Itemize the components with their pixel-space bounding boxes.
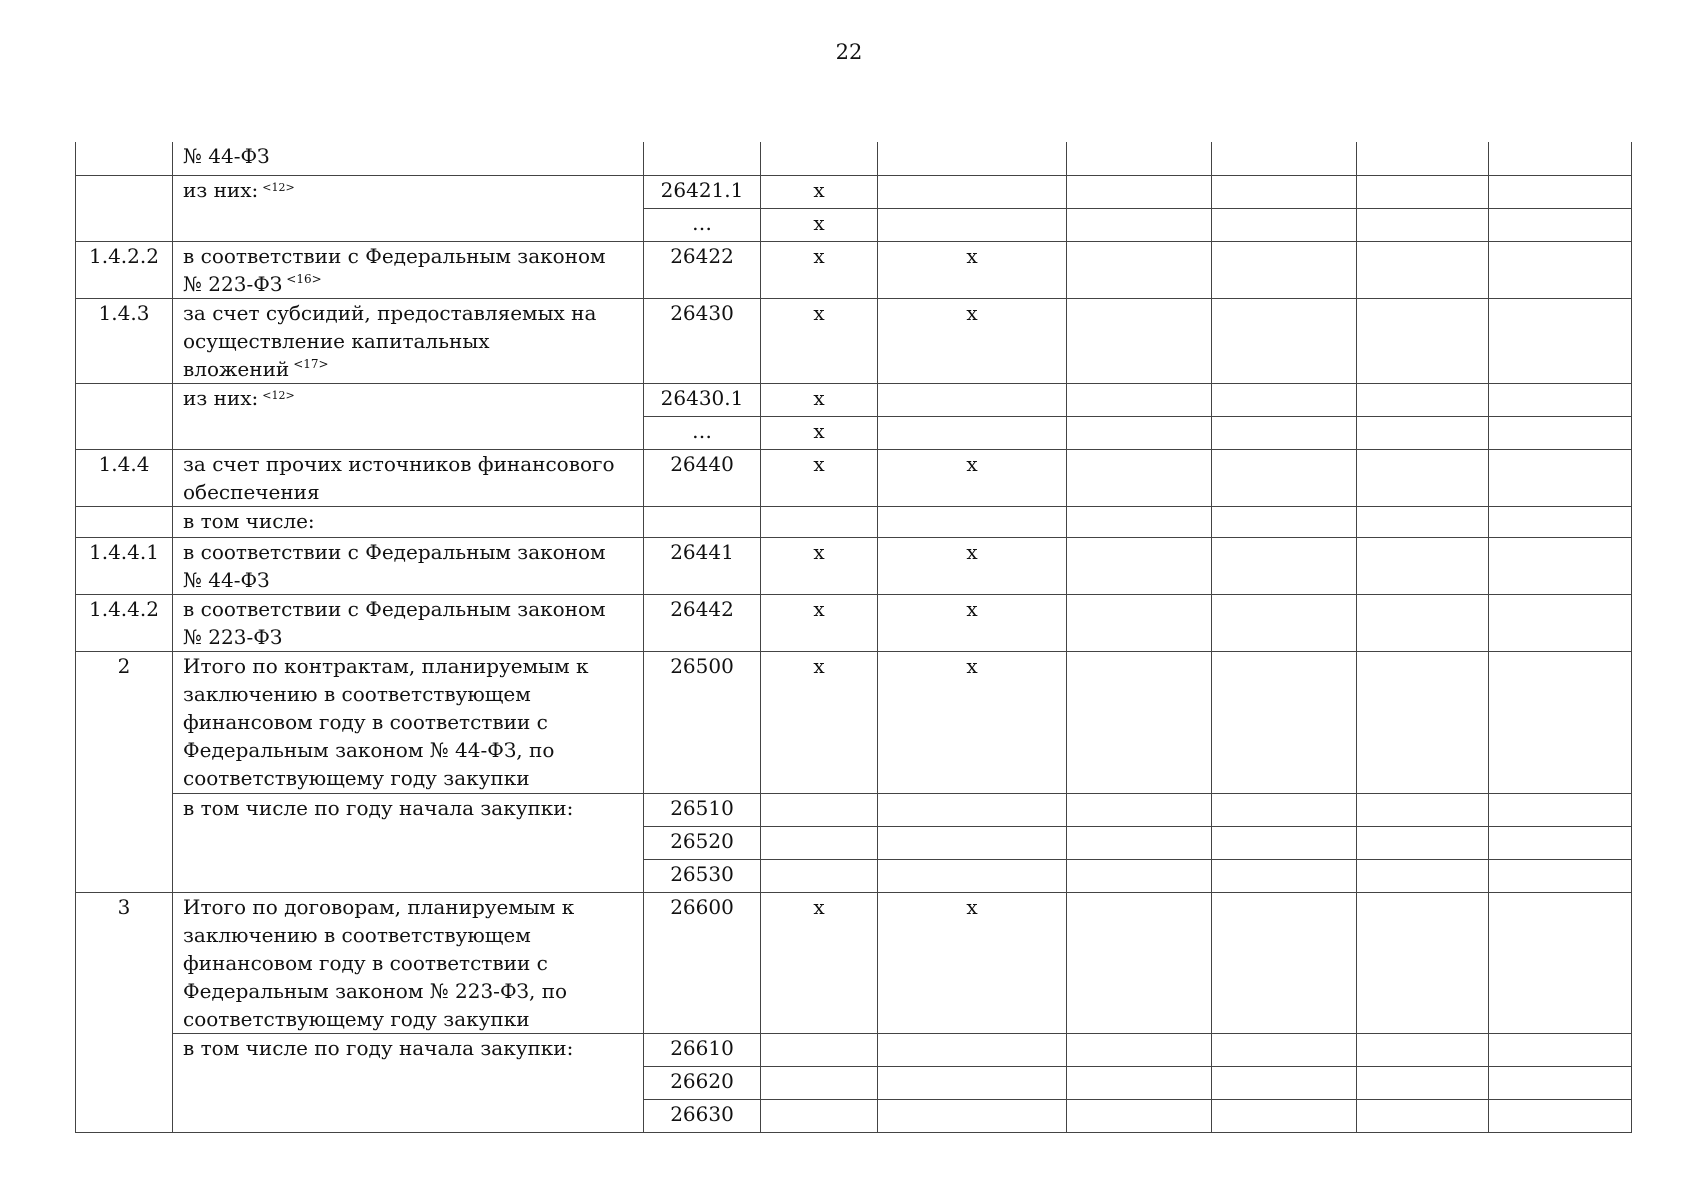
x-mark: x bbox=[878, 892, 1067, 1033]
value-cell bbox=[1489, 1033, 1632, 1066]
value-cell bbox=[878, 859, 1067, 892]
row-name-cell bbox=[173, 241, 644, 298]
value-cell bbox=[761, 859, 878, 892]
code-cell: 26441 bbox=[644, 537, 761, 594]
value-cell bbox=[1212, 1066, 1357, 1099]
value-cell bbox=[1357, 651, 1489, 793]
value-cell bbox=[1067, 892, 1212, 1033]
value-cell bbox=[1212, 1099, 1357, 1132]
value-cell bbox=[1357, 506, 1489, 537]
value-cell bbox=[1357, 142, 1489, 175]
table-row bbox=[76, 651, 1632, 793]
value-cell bbox=[1357, 537, 1489, 594]
table-row bbox=[76, 383, 1632, 416]
value-cell bbox=[1067, 1066, 1212, 1099]
row-name-line: заключению в соответствующем bbox=[183, 922, 531, 947]
value-cell bbox=[1489, 175, 1632, 208]
value-cell bbox=[1067, 859, 1212, 892]
row-name-line: Федеральным законом № 44-ФЗ, по bbox=[183, 737, 555, 762]
value-cell bbox=[1489, 594, 1632, 651]
value-cell bbox=[878, 1033, 1067, 1066]
value-cell bbox=[1489, 892, 1632, 1033]
value-cell bbox=[1212, 449, 1357, 506]
code-cell: … bbox=[644, 416, 761, 449]
value-cell bbox=[1357, 1033, 1489, 1066]
code-cell: 26620 bbox=[644, 1066, 761, 1099]
x-mark: x bbox=[761, 651, 878, 793]
table-row bbox=[76, 537, 1632, 594]
value-cell bbox=[1489, 651, 1632, 793]
value-cell bbox=[878, 1066, 1067, 1099]
value-cell bbox=[1489, 416, 1632, 449]
row-name-line: обеспечения bbox=[183, 479, 320, 504]
row-name-line: № 223-ФЗ bbox=[183, 624, 283, 649]
row-name-cell: в том числе по году начала закупки: bbox=[173, 1033, 644, 1132]
value-cell bbox=[1489, 859, 1632, 892]
x-mark: x bbox=[761, 892, 878, 1033]
code-cell: 26600 bbox=[644, 892, 761, 1033]
value-cell bbox=[878, 383, 1067, 416]
value-cell bbox=[1357, 793, 1489, 826]
row-name-line: № 44-ФЗ bbox=[183, 567, 270, 592]
value-cell bbox=[1357, 1099, 1489, 1132]
value-cell bbox=[1489, 506, 1632, 537]
row-name-line: № 223-ФЗ bbox=[183, 271, 283, 296]
code-cell bbox=[644, 142, 761, 175]
purchase-plan-table bbox=[75, 142, 1632, 1133]
value-cell bbox=[1212, 651, 1357, 793]
value-cell bbox=[1212, 298, 1357, 383]
code-cell: 26421.1 bbox=[644, 175, 761, 208]
value-cell bbox=[1489, 142, 1632, 175]
row-number-cell: 1.4.2.2 bbox=[76, 241, 173, 298]
table-row bbox=[76, 1033, 1632, 1066]
value-cell bbox=[1489, 1066, 1632, 1099]
row-number-cell: 1.4.4.2 bbox=[76, 594, 173, 651]
x-mark: x bbox=[761, 298, 878, 383]
footnote-mark: <12> bbox=[262, 388, 295, 402]
footnote-mark: <16> bbox=[286, 271, 322, 286]
row-name: из них: bbox=[183, 177, 259, 202]
value-cell bbox=[1357, 594, 1489, 651]
table-row bbox=[76, 594, 1632, 651]
code-cell: 26510 bbox=[644, 793, 761, 826]
value-cell bbox=[1357, 383, 1489, 416]
value-cell bbox=[1489, 537, 1632, 594]
x-mark: x bbox=[878, 449, 1067, 506]
value-cell bbox=[1067, 416, 1212, 449]
x-mark: x bbox=[878, 651, 1067, 793]
x-mark: x bbox=[761, 241, 878, 298]
row-name-line: Итого по договорам, планируемым к bbox=[183, 894, 575, 919]
x-mark: x bbox=[761, 537, 878, 594]
row-name-cell bbox=[173, 383, 644, 449]
value-cell bbox=[1067, 594, 1212, 651]
table-row bbox=[76, 449, 1632, 506]
row-name-cell bbox=[173, 892, 644, 1033]
row-name-line: Федеральным законом № 223-ФЗ, по bbox=[183, 978, 568, 1003]
value-cell bbox=[1212, 793, 1357, 826]
value-cell bbox=[761, 1099, 878, 1132]
value-cell bbox=[761, 1033, 878, 1066]
row-number-cell bbox=[76, 142, 173, 175]
row-number-cell: 1.4.3 bbox=[76, 298, 173, 383]
row-name-line: в соответствии с Федеральным законом bbox=[183, 539, 606, 564]
table-row bbox=[76, 793, 1632, 826]
value-cell bbox=[1212, 892, 1357, 1033]
row-name-line: в соответствии с Федеральным законом bbox=[183, 243, 606, 268]
value-cell bbox=[1357, 241, 1489, 298]
value-cell bbox=[1212, 416, 1357, 449]
value-cell bbox=[1067, 298, 1212, 383]
row-name: № 44-ФЗ bbox=[183, 144, 270, 168]
value-cell bbox=[1067, 1099, 1212, 1132]
value-cell bbox=[1067, 826, 1212, 859]
row-number-cell: 1.4.4.1 bbox=[76, 537, 173, 594]
row-name: из них: bbox=[183, 385, 259, 410]
x-mark: x bbox=[761, 449, 878, 506]
value-cell bbox=[1357, 892, 1489, 1033]
value-cell bbox=[1489, 298, 1632, 383]
code-cell: 26630 bbox=[644, 1099, 761, 1132]
row-name-line: в соответствии с Федеральным законом bbox=[183, 596, 606, 621]
row-name-cell: в том числе: bbox=[173, 506, 644, 537]
value-cell bbox=[1489, 208, 1632, 241]
row-name-line: за счет прочих источников финансового bbox=[183, 451, 615, 476]
footnote-mark: <17> bbox=[293, 356, 329, 371]
value-cell bbox=[1212, 383, 1357, 416]
code-cell: 26610 bbox=[644, 1033, 761, 1066]
value-cell bbox=[1357, 208, 1489, 241]
table-row bbox=[76, 175, 1632, 208]
table-row bbox=[76, 892, 1632, 1033]
value-cell bbox=[761, 793, 878, 826]
value-cell bbox=[1489, 449, 1632, 506]
value-cell bbox=[1067, 537, 1212, 594]
value-cell bbox=[1067, 793, 1212, 826]
row-name-line: заключению в соответствующем bbox=[183, 681, 531, 706]
value-cell bbox=[1489, 826, 1632, 859]
value-cell bbox=[1489, 241, 1632, 298]
value-cell bbox=[878, 793, 1067, 826]
value-cell bbox=[761, 506, 878, 537]
table-row bbox=[76, 142, 1632, 175]
value-cell bbox=[1212, 594, 1357, 651]
value-cell bbox=[1212, 537, 1357, 594]
code-cell: 26422 bbox=[644, 241, 761, 298]
x-mark: x bbox=[878, 537, 1067, 594]
value-cell bbox=[1067, 449, 1212, 506]
value-cell bbox=[1067, 651, 1212, 793]
value-cell bbox=[1067, 383, 1212, 416]
code-cell: 26500 bbox=[644, 651, 761, 793]
value-cell bbox=[1067, 1033, 1212, 1066]
table-row bbox=[76, 241, 1632, 298]
code-cell: … bbox=[644, 208, 761, 241]
value-cell bbox=[878, 208, 1067, 241]
value-cell bbox=[761, 1066, 878, 1099]
value-cell bbox=[1212, 1033, 1357, 1066]
value-cell bbox=[1357, 449, 1489, 506]
x-mark: x bbox=[761, 208, 878, 241]
row-name-cell: в том числе по году начала закупки: bbox=[173, 793, 644, 892]
value-cell bbox=[1489, 383, 1632, 416]
row-name-cell bbox=[173, 594, 644, 651]
value-cell bbox=[878, 175, 1067, 208]
code-cell: 26530 bbox=[644, 859, 761, 892]
footnote-mark: <12> bbox=[262, 180, 295, 194]
x-mark: x bbox=[878, 241, 1067, 298]
code-cell bbox=[644, 506, 761, 537]
code-cell: 26430 bbox=[644, 298, 761, 383]
value-cell bbox=[1067, 208, 1212, 241]
value-cell bbox=[1212, 859, 1357, 892]
x-mark: x bbox=[878, 594, 1067, 651]
value-cell bbox=[878, 416, 1067, 449]
x-mark: x bbox=[761, 594, 878, 651]
page-number: 22 bbox=[835, 40, 863, 64]
row-name-cell bbox=[173, 175, 644, 241]
value-cell bbox=[761, 826, 878, 859]
value-cell bbox=[878, 506, 1067, 537]
row-name-line: соответствующему году закупки bbox=[183, 765, 530, 790]
value-cell bbox=[1357, 175, 1489, 208]
x-mark: x bbox=[761, 383, 878, 416]
row-name-line: финансовом году в соответствии с bbox=[183, 709, 548, 734]
value-cell bbox=[1357, 859, 1489, 892]
value-cell bbox=[761, 142, 878, 175]
row-name-cell bbox=[173, 651, 644, 793]
value-cell bbox=[1067, 142, 1212, 175]
value-cell bbox=[1212, 142, 1357, 175]
value-cell bbox=[1489, 793, 1632, 826]
value-cell bbox=[1489, 1099, 1632, 1132]
value-cell bbox=[1067, 506, 1212, 537]
value-cell bbox=[1212, 208, 1357, 241]
x-mark: x bbox=[878, 298, 1067, 383]
code-cell: 26442 bbox=[644, 594, 761, 651]
row-number-cell: 2 bbox=[76, 651, 173, 892]
row-name-line: Итого по контрактам, планируемым к bbox=[183, 653, 589, 678]
value-cell bbox=[1212, 241, 1357, 298]
row-name-cell bbox=[173, 298, 644, 383]
value-cell bbox=[1357, 416, 1489, 449]
value-cell bbox=[1212, 826, 1357, 859]
value-cell bbox=[878, 826, 1067, 859]
row-number-cell bbox=[76, 506, 173, 537]
value-cell bbox=[1067, 175, 1212, 208]
code-cell: 26430.1 bbox=[644, 383, 761, 416]
value-cell bbox=[1212, 175, 1357, 208]
row-name-cell bbox=[173, 537, 644, 594]
row-number-cell bbox=[76, 383, 173, 449]
row-number-cell: 3 bbox=[76, 892, 173, 1132]
table-row bbox=[76, 298, 1632, 383]
row-name-line: осуществление капитальных вложений bbox=[183, 328, 490, 381]
code-cell: 26520 bbox=[644, 826, 761, 859]
row-name-cell bbox=[173, 449, 644, 506]
row-number-cell: 1.4.4 bbox=[76, 449, 173, 506]
x-mark: x bbox=[761, 175, 878, 208]
table-row bbox=[76, 506, 1632, 537]
row-name-line: соответствующему году закупки bbox=[183, 1006, 530, 1031]
row-name-line: за счет субсидий, предоставляемых на bbox=[183, 300, 597, 325]
value-cell bbox=[1357, 1066, 1489, 1099]
value-cell bbox=[1212, 506, 1357, 537]
value-cell bbox=[878, 1099, 1067, 1132]
value-cell bbox=[1357, 298, 1489, 383]
row-name-line: финансовом году в соответствии с bbox=[183, 950, 548, 975]
x-mark: x bbox=[761, 416, 878, 449]
value-cell bbox=[1357, 826, 1489, 859]
row-number-cell bbox=[76, 175, 173, 241]
row-name-cell bbox=[173, 142, 644, 175]
value-cell bbox=[1067, 241, 1212, 298]
value-cell bbox=[878, 142, 1067, 175]
code-cell: 26440 bbox=[644, 449, 761, 506]
